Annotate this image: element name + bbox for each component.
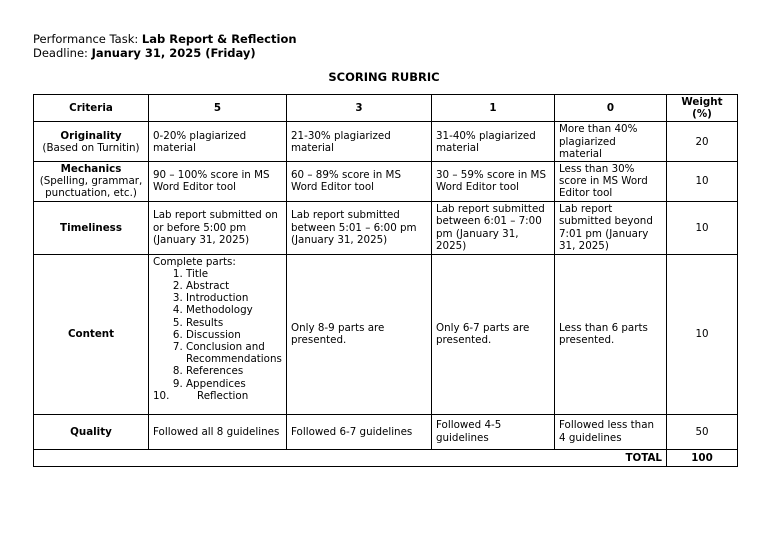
table-row	[34, 254, 738, 414]
score-3-cell: 21-30% plagiarized material	[287, 122, 432, 162]
score-1-cell: Only 6-7 parts are presented.	[432, 254, 555, 414]
score-0-cell: More than 40% plagiarized material	[555, 122, 667, 162]
score-1-cell: Followed 4-5 guidelines	[432, 414, 555, 449]
header-row	[34, 95, 738, 122]
list-item	[153, 390, 282, 402]
score-5-cell	[149, 254, 287, 414]
criteria-sub: (Spelling, grammar, punctuation, etc.)	[39, 175, 143, 200]
list-item: 3. Introduction	[186, 292, 282, 304]
rubric-title: SCORING RUBRIC	[328, 70, 440, 84]
list-item: 6. Discussion	[186, 329, 282, 341]
criteria-cell	[34, 201, 149, 254]
total-row	[34, 449, 738, 466]
total-value: 100	[667, 449, 738, 466]
score-0-cell: Followed less than 4 guidelines	[555, 414, 667, 449]
weight-cell: 10	[667, 201, 738, 254]
task-value: Lab Report & Reflection	[141, 32, 297, 46]
header-weight: Weight (%)	[667, 95, 738, 122]
list-item-number: 10.	[153, 389, 170, 402]
score-5-cell: 90 – 100% score in MS Word Editor tool	[149, 162, 287, 202]
table-row	[34, 122, 738, 162]
list-item: 2. Abstract	[186, 280, 282, 292]
header-score-0: 0	[555, 95, 667, 122]
list-item: 5. Results	[186, 317, 282, 329]
table-row	[34, 414, 738, 449]
weight-cell: 20	[667, 122, 738, 162]
score-3-cell: Lab report submitted between 5:01 – 6:00 pm (January 31, 2025)	[287, 201, 432, 254]
criteria-name: Quality	[70, 425, 112, 438]
criteria-name: Timeliness	[60, 221, 122, 234]
deadline-label: Deadline:	[33, 46, 88, 60]
criteria-cell	[34, 414, 149, 449]
parts-list	[153, 268, 282, 402]
weight-cell: 10	[667, 162, 738, 202]
score-0-cell: Less than 6 parts presented.	[555, 254, 667, 414]
list-item: 1. Title	[186, 268, 282, 280]
header-criteria: Criteria	[34, 95, 149, 122]
criteria-cell	[34, 162, 149, 202]
list-item: 8. References	[186, 365, 282, 377]
criteria-sub: (Based on Turnitin)	[42, 141, 140, 154]
weight-cell: 50	[667, 414, 738, 449]
score-3-cell: Only 8-9 parts are presented.	[287, 254, 432, 414]
score-0-cell: Lab report submitted beyond 7:01 pm (January 31, 2025)	[555, 201, 667, 254]
score-3-cell: Followed 6-7 guidelines	[287, 414, 432, 449]
criteria-cell	[34, 254, 149, 414]
list-item-label: Reflection	[197, 389, 249, 402]
task-label: Performance Task:	[33, 32, 139, 46]
score-5-cell: Followed all 8 guidelines	[149, 414, 287, 449]
criteria-name: Originality	[60, 129, 122, 142]
list-item: 9. Appendices	[186, 378, 282, 390]
deadline-line	[33, 46, 297, 60]
task-header	[33, 32, 297, 60]
weight-cell: 10	[667, 254, 738, 414]
criteria-name: Content	[67, 328, 115, 341]
list-item: 7. Conclusion and Recommendations	[186, 341, 282, 365]
list-item: 4. Methodology	[186, 304, 282, 316]
score-5-cell: 0-20% plagiarized material	[149, 122, 287, 162]
table-row	[34, 201, 738, 254]
header-score-1: 1	[432, 95, 555, 122]
score-5-cell: Lab report submitted on or before 5:00 pm (January 31, 2025)	[149, 201, 287, 254]
total-label: TOTAL	[34, 449, 667, 466]
table-row	[34, 162, 738, 202]
score-1-cell: 31-40% plagiarized material	[432, 122, 555, 162]
criteria-cell	[34, 122, 149, 162]
parts-intro: Complete parts:	[153, 255, 236, 268]
score-3-cell: 60 – 89% score in MS Word Editor tool	[287, 162, 432, 202]
score-0-cell: Less than 30% score in MS Word Editor tool	[555, 162, 667, 202]
deadline-value: January 31, 2025 (Friday)	[91, 46, 256, 60]
criteria-name: Mechanics	[60, 163, 122, 176]
header-score-5: 5	[149, 95, 287, 122]
header-score-3: 3	[287, 95, 432, 122]
score-1-cell: 30 – 59% score in MS Word Editor tool	[432, 162, 555, 202]
task-line	[33, 32, 297, 46]
rubric-table	[33, 94, 738, 467]
score-1-cell: Lab report submitted between 6:01 – 7:00 pm (January 31, 2025)	[432, 201, 555, 254]
